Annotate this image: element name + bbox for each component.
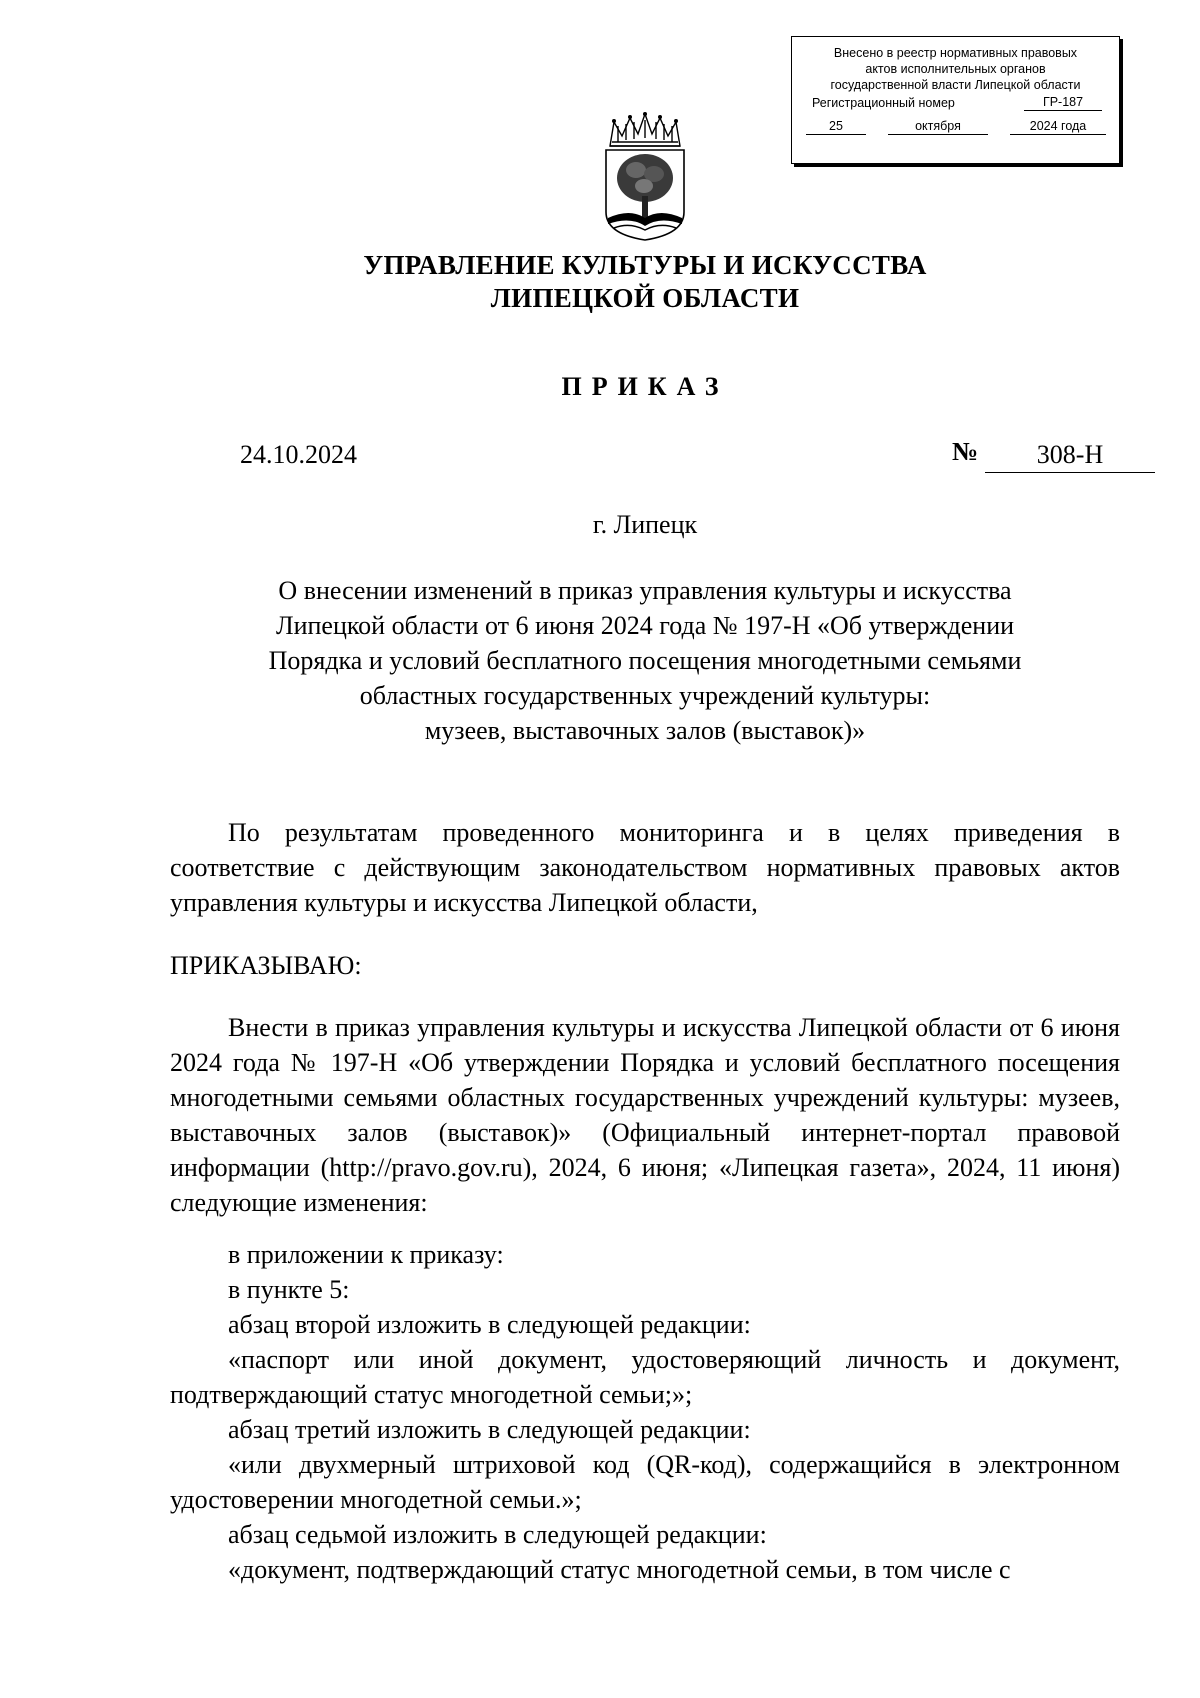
list-item: абзац седьмой изложить в следующей редакции: bbox=[228, 1520, 767, 1549]
subject-line: Порядка и условий бесплатного посещения многодетными семьями bbox=[268, 646, 1022, 675]
main-paragraph: Внести в приказ управления культуры и искусства Липецкой области от 6 июня 2024 года № 197-Н «Об утверждении Порядка и условий бесплатного посещения многодетными семьями областных государственных учреждений культуры: музеев, выставочных залов (выставок)» (Официальный интернет-портал правовой информации (http://pravo.gov.ru), 2024, 6 июня; «Липецкая газета», 2024, 11 июня) следующие изменения: bbox=[170, 1013, 1120, 1217]
document-type: ПРИКАЗ bbox=[561, 372, 729, 401]
stamp-reg-number: ГР-187 bbox=[1024, 95, 1102, 111]
list-item: абзац второй изложить в следующей редакции: bbox=[228, 1310, 751, 1339]
list-item: «или двухмерный штриховой код (QR-код), содержащийся в электронном удостоверении многодетной семьи.»; bbox=[170, 1450, 1120, 1514]
org-title-line-1: УПРАВЛЕНИЕ КУЛЬТУРЫ И ИСКУССТВА bbox=[363, 250, 927, 280]
preamble-block bbox=[170, 815, 1120, 920]
order-word: ПРИКАЗЫВАЮ: bbox=[170, 951, 362, 980]
stamp-reg-label: Регистрационный номер bbox=[812, 96, 955, 110]
subject-line: О внесении изменений в приказ управления культуры и искусства bbox=[278, 576, 1012, 605]
list-item: «паспорт или иной документ, удостоверяющий личность и документ, подтверждающий статус многодетной семьи;»; bbox=[170, 1345, 1120, 1409]
list-item: в приложении к приказу: bbox=[228, 1240, 504, 1269]
list-item: в пункте 5: bbox=[228, 1275, 350, 1304]
list-item: абзац третий изложить в следующей редакции: bbox=[228, 1415, 751, 1444]
stamp-line-1: Внесено в реестр нормативных правовых bbox=[833, 46, 1078, 60]
main-block bbox=[170, 1010, 1120, 1220]
subject-line: областных государственных учреждений культуры: bbox=[359, 681, 931, 710]
org-title-line-2: ЛИПЕЦКОЙ ОБЛАСТИ bbox=[490, 283, 800, 313]
number-sign: № bbox=[952, 437, 979, 466]
stamp-line-2: актов исполнительных органов bbox=[865, 62, 1046, 76]
subject-line: музеев, выставочных залов (выставок)» bbox=[424, 716, 866, 745]
coat-of-arms-emblem bbox=[600, 112, 690, 242]
order-number: 308-Н bbox=[985, 440, 1155, 473]
stamp-line-3: государственной власти Липецкой области bbox=[830, 78, 1081, 92]
order-subject bbox=[170, 573, 1120, 748]
list-item: «документ, подтверждающий статус многодетной семьи, в том числе с bbox=[228, 1555, 1011, 1584]
stamp-month: октября bbox=[888, 119, 988, 135]
city: г. Липецк bbox=[592, 510, 698, 539]
subject-line: Липецкой области от 6 июня 2024 года № 197-Н «Об утверждении bbox=[275, 611, 1015, 640]
stamp-year: 2024 года bbox=[1010, 119, 1106, 135]
stamp-day: 25 bbox=[806, 119, 866, 135]
preamble-paragraph: По результатам проведенного мониторинга и в целях приведения в соответствие с действующим законодательством нормативных правовых актов управления культуры и искусства Липецкой области, bbox=[170, 818, 1120, 917]
changes-list bbox=[170, 1237, 1120, 1587]
registry-stamp bbox=[791, 36, 1120, 164]
order-word-block bbox=[170, 948, 1120, 983]
order-date: 24.10.2024 bbox=[240, 440, 357, 469]
